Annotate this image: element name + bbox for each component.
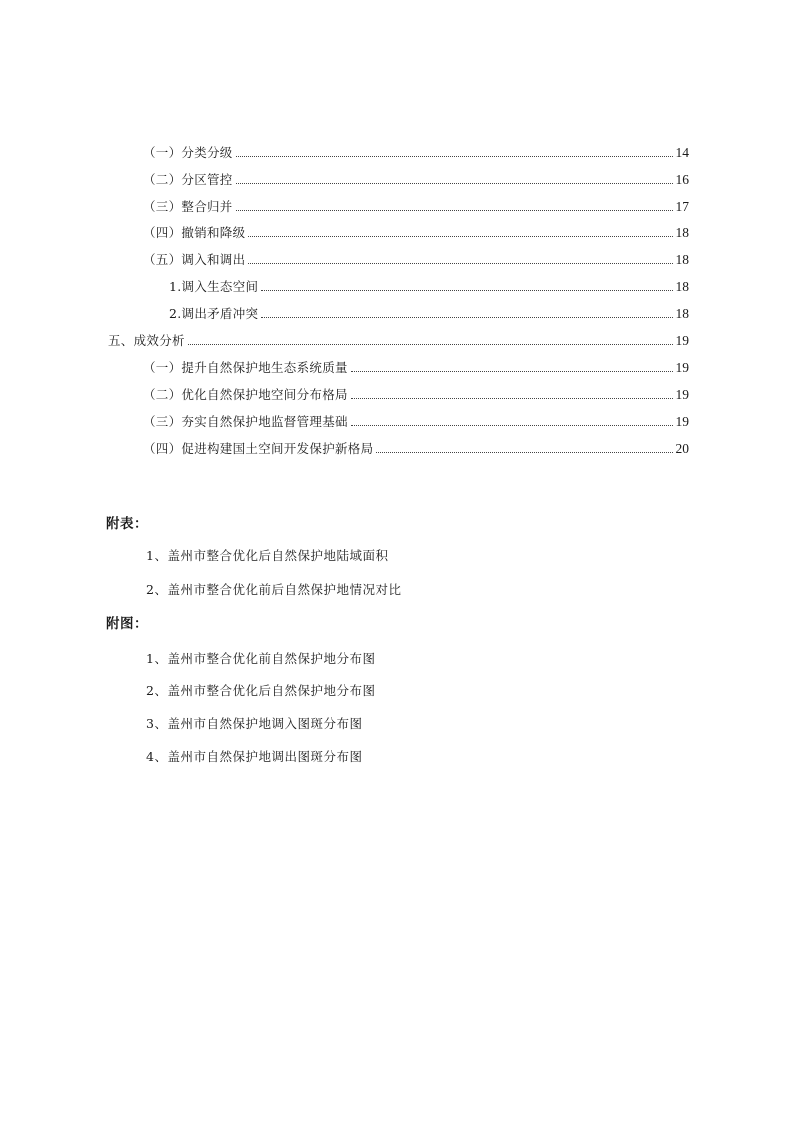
appendix-figure-item: 3、盖州市自然保护地调入图斑分布图 [146,716,363,731]
toc-entry-page: 18 [675,225,689,240]
toc-entry-page: 17 [675,199,689,214]
appendix-tables-heading: 附表： [106,516,148,532]
toc-entry[interactable] [143,356,689,376]
toc-entry[interactable] [143,221,689,241]
toc-leader-dots [351,425,673,426]
toc-entry[interactable] [143,383,689,403]
toc-entry-page: 19 [675,333,689,348]
toc-entry-page: 18 [675,306,689,321]
toc-entry-label: 五、成效分析 [108,333,185,348]
toc-entry[interactable] [143,248,689,268]
toc-entry-page: 19 [675,387,689,402]
toc-leader-dots [248,263,672,264]
toc-entry-label: （一）提升自然保护地生态系统质量 [143,360,348,375]
toc-entry[interactable] [143,410,689,430]
toc-entry[interactable] [169,275,689,295]
toc-entry[interactable] [143,195,689,215]
toc-entry-label: （四）撤销和降级 [143,225,246,240]
toc-leader-dots [261,290,672,291]
toc-entry-page: 19 [675,360,689,375]
toc-entry-page: 18 [675,252,689,267]
appendix-table-item: 1、盖州市整合优化后自然保护地陆域面积 [146,548,389,563]
toc-entry-label: （四）促进构建国土空间开发保护新格局 [143,441,374,456]
toc-entry-label: （三）整合归并 [143,199,233,214]
toc-entry[interactable] [143,141,689,161]
toc-entry-label: （五）调入和调出 [143,252,246,267]
toc-leader-dots [351,371,673,372]
toc-entry-page: 14 [675,145,689,160]
toc-entry-page: 19 [675,414,689,429]
toc-leader-dots [351,398,673,399]
toc-leader-dots [236,156,673,157]
toc-leader-dots [376,452,672,453]
toc-entry-label: 1.调入生态空间 [169,279,259,294]
toc-leader-dots [261,317,672,318]
appendix-figure-item: 2、盖州市整合优化后自然保护地分布图 [146,683,376,698]
toc-entry-label: （三）夯实自然保护地监督管理基础 [143,414,348,429]
toc-entry[interactable] [143,168,689,188]
toc-entry-label: （二）分区管控 [143,172,233,187]
appendix-table-item: 2、盖州市整合优化前后自然保护地情况对比 [146,582,402,597]
toc-leader-dots [236,210,673,211]
appendix-figure-item: 1、盖州市整合优化前自然保护地分布图 [146,651,376,666]
toc-leader-dots [188,344,673,345]
toc-entry-label: （一）分类分级 [143,145,233,160]
toc-entry-label: 2.调出矛盾冲突 [169,306,259,321]
appendix-figures-heading: 附图： [106,616,148,632]
toc-leader-dots [236,183,673,184]
toc-entry[interactable] [143,437,689,457]
toc-entry[interactable] [169,302,689,322]
appendix-figure-item: 4、盖州市自然保护地调出图斑分布图 [146,749,363,764]
toc-entry[interactable] [108,329,689,349]
toc-entry-page: 16 [675,172,689,187]
toc-leader-dots [248,236,672,237]
toc-entry-page: 18 [675,279,689,294]
toc-entry-page: 20 [675,441,689,456]
toc-entry-label: （二）优化自然保护地空间分布格局 [143,387,348,402]
